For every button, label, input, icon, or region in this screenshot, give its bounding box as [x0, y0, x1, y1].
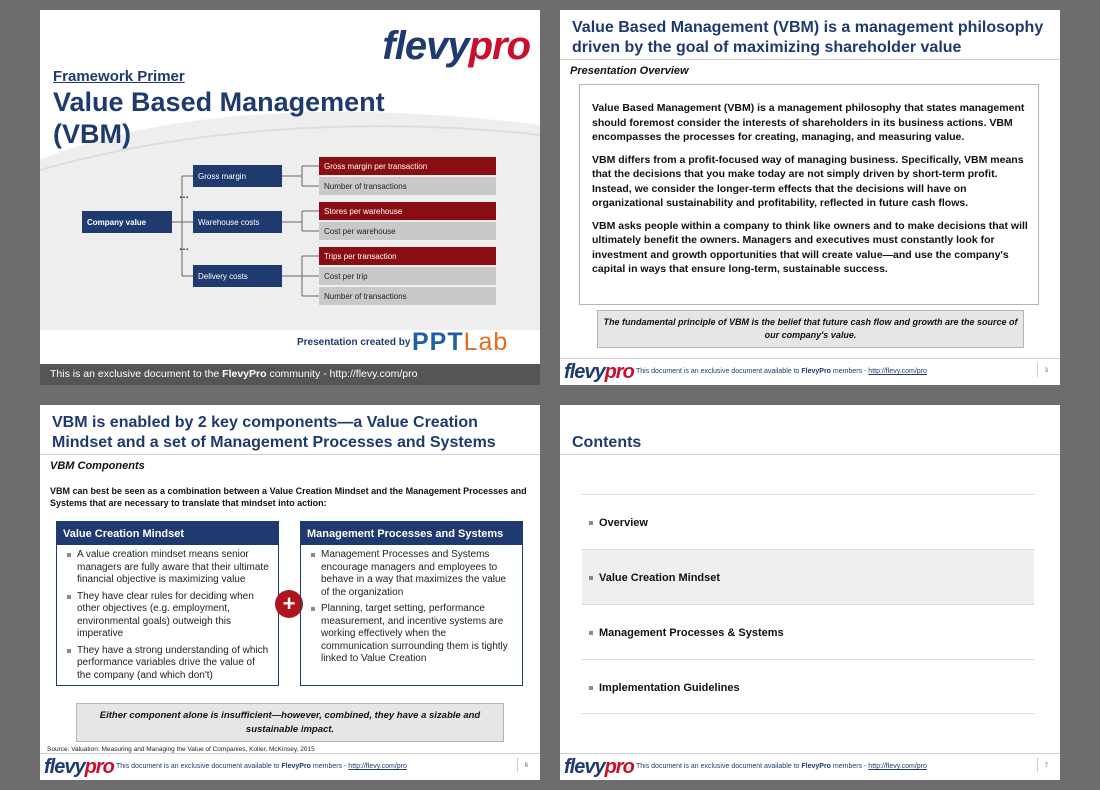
plus-icon: + [275, 590, 303, 618]
contents-item-value-creation-mindset[interactable]: Value Creation Mindset [582, 549, 1034, 604]
panel-heading: Value Creation Mindset [57, 522, 278, 545]
slide-footer [560, 754, 1060, 780]
flevypro-logo: flevypro [382, 24, 530, 68]
panel-heading: Management Processes and Systems [301, 522, 522, 545]
tree-leaf: Cost per trip [319, 267, 496, 285]
list-item: They have clear rules for deciding when other objectives (e.g. employment, environmental goals) outweigh this imperative [67, 591, 270, 641]
combined-impact-callout: Either component alone is insufficient—however, combined, they have a sizable and sustainable impact. [76, 703, 504, 742]
footer-text: This document is an exclusive document available to FlevyPro members - http://flevy.com/pro [636, 763, 927, 770]
tree-ellipsis: … [179, 242, 189, 253]
overview-text-box [579, 84, 1039, 305]
title-divider [560, 454, 1060, 455]
page-number: 3 [1044, 368, 1048, 374]
flevypro-logo: flevypro [564, 361, 634, 383]
flevy-link[interactable]: http://flevy.com/pro [868, 368, 927, 375]
intro-text: VBM can best be seen as a combination between a Value Creation Mindset and the Management Processes and Systems that are necessary to translate that mindset into action: [50, 486, 527, 508]
slide-components[interactable] [40, 405, 540, 780]
key-principle-callout: The fundamental principle of VBM is the belief that future cash flow and growth are the source of our company's value. [597, 310, 1024, 348]
slide-overview[interactable] [560, 10, 1060, 385]
slide-heading: Contents [572, 434, 642, 451]
paragraph: VBM asks people within a company to think like owners and to make decisions that will ultimately benefit the owners. Managers and executives must constantly look for investment and growth opportunities that will create value—and use the company's capital in ways that ensure long-term, sustainable success. [592, 219, 1028, 275]
slide-title[interactable] [40, 10, 540, 385]
title-footer-bar: This is an exclusive document to the FlevyPro community - http://flevy.com/pro [40, 364, 540, 385]
framework-primer-label: Framework Primer [53, 68, 185, 85]
page-number: 6 [524, 763, 528, 769]
flevypro-logo: flevypro [44, 756, 114, 778]
list-item: They have a strong understanding of which performance variables drive the value of the company (and which don't) [67, 645, 270, 683]
management-processes-panel [300, 521, 523, 686]
page-separator [1037, 363, 1038, 377]
slide-footer [40, 754, 540, 780]
contents-item-overview[interactable]: Overview [582, 494, 1034, 549]
tree-leaf: Trips per transaction [319, 247, 496, 265]
slide-subtitle: Presentation Overview [570, 65, 689, 77]
list-item: Planning, target setting, performance measurement, and incentive systems are working effectively when the communication surrounding them is tightly linked to Value Creation [311, 603, 514, 666]
title-divider [560, 59, 1060, 60]
tree-node-gross-margin: Gross margin [193, 165, 282, 187]
value-creation-mindset-panel [56, 521, 279, 686]
tree-root-company-value: Company value [82, 211, 172, 233]
slide-footer [560, 359, 1060, 385]
page-separator [517, 758, 518, 772]
tree-leaf: Number of transactions [319, 287, 496, 305]
title-divider [40, 454, 540, 455]
slide-title-heading: Value Based Management (VBM) [53, 87, 385, 149]
tree-leaf: Gross margin per transaction [319, 157, 496, 175]
slide-heading: VBM is enabled by 2 key components—a Value Creation Mindset and a set of Management Processes and Systems [52, 414, 496, 451]
paragraph: Value Based Management (VBM) is a management philosophy that states management should foremost consider the interests of shareholders in its business actions. VBM encompasses the processes for creating, managing, and measuring value. [592, 102, 1025, 143]
flevy-link[interactable]: http://flevy.com/pro [868, 763, 927, 770]
pptlab-logo: PPTLab [412, 328, 509, 356]
credit-text: Presentation created by [297, 337, 411, 348]
footer-text: This document is an exclusive document available to FlevyPro members - http://flevy.com/pro [116, 763, 407, 770]
page-number: 7 [1044, 763, 1048, 769]
footer-text: This document is an exclusive document available to FlevyPro members - http://flevy.com/pro [636, 368, 927, 375]
list-item: A value creation mindset means senior managers are fully aware that their ultimate financial objective is maximizing value [67, 549, 270, 587]
flevypro-logo: flevypro [564, 756, 634, 778]
flevy-link[interactable]: http://flevy.com/pro [348, 763, 407, 770]
list-item: Management Processes and Systems encourage managers and employees to behave in a way that maximizes the value of the organization [311, 549, 514, 599]
tree-node-warehouse-costs: Warehouse costs [193, 211, 282, 233]
contents-item-implementation-guidelines[interactable]: Implementation Guidelines [582, 659, 1034, 714]
tree-leaf: Number of transactions [319, 177, 496, 195]
slide-contents[interactable] [560, 405, 1060, 780]
tree-node-delivery-costs: Delivery costs [193, 265, 282, 287]
slide-heading: Value Based Management (VBM) is a management philosophy driven by the goal of maximizing shareholder value [572, 19, 1044, 56]
paragraph: VBM differs from a profit-focused way of managing business. Specifically, VBM means that the decisions that you make today are not simply driven by short-term profit. Instead, we consider the longer-term effects that the decisions will have on organizational sustainability and profitability, reflected in future cash flows. [592, 153, 1024, 209]
tree-ellipsis: … [179, 190, 189, 201]
source-citation: Source: Valuation: Measuring and Managing the Value of Companies, Koller, McKinsey, 2015 [47, 746, 315, 753]
contents-item-management-processes[interactable]: Management Processes & Systems [582, 604, 1034, 659]
tree-leaf: Stores per warehouse [319, 202, 496, 220]
tree-leaf: Cost per warehouse [319, 222, 496, 240]
page-separator [1037, 758, 1038, 772]
slide-subtitle: VBM Components [50, 460, 145, 472]
